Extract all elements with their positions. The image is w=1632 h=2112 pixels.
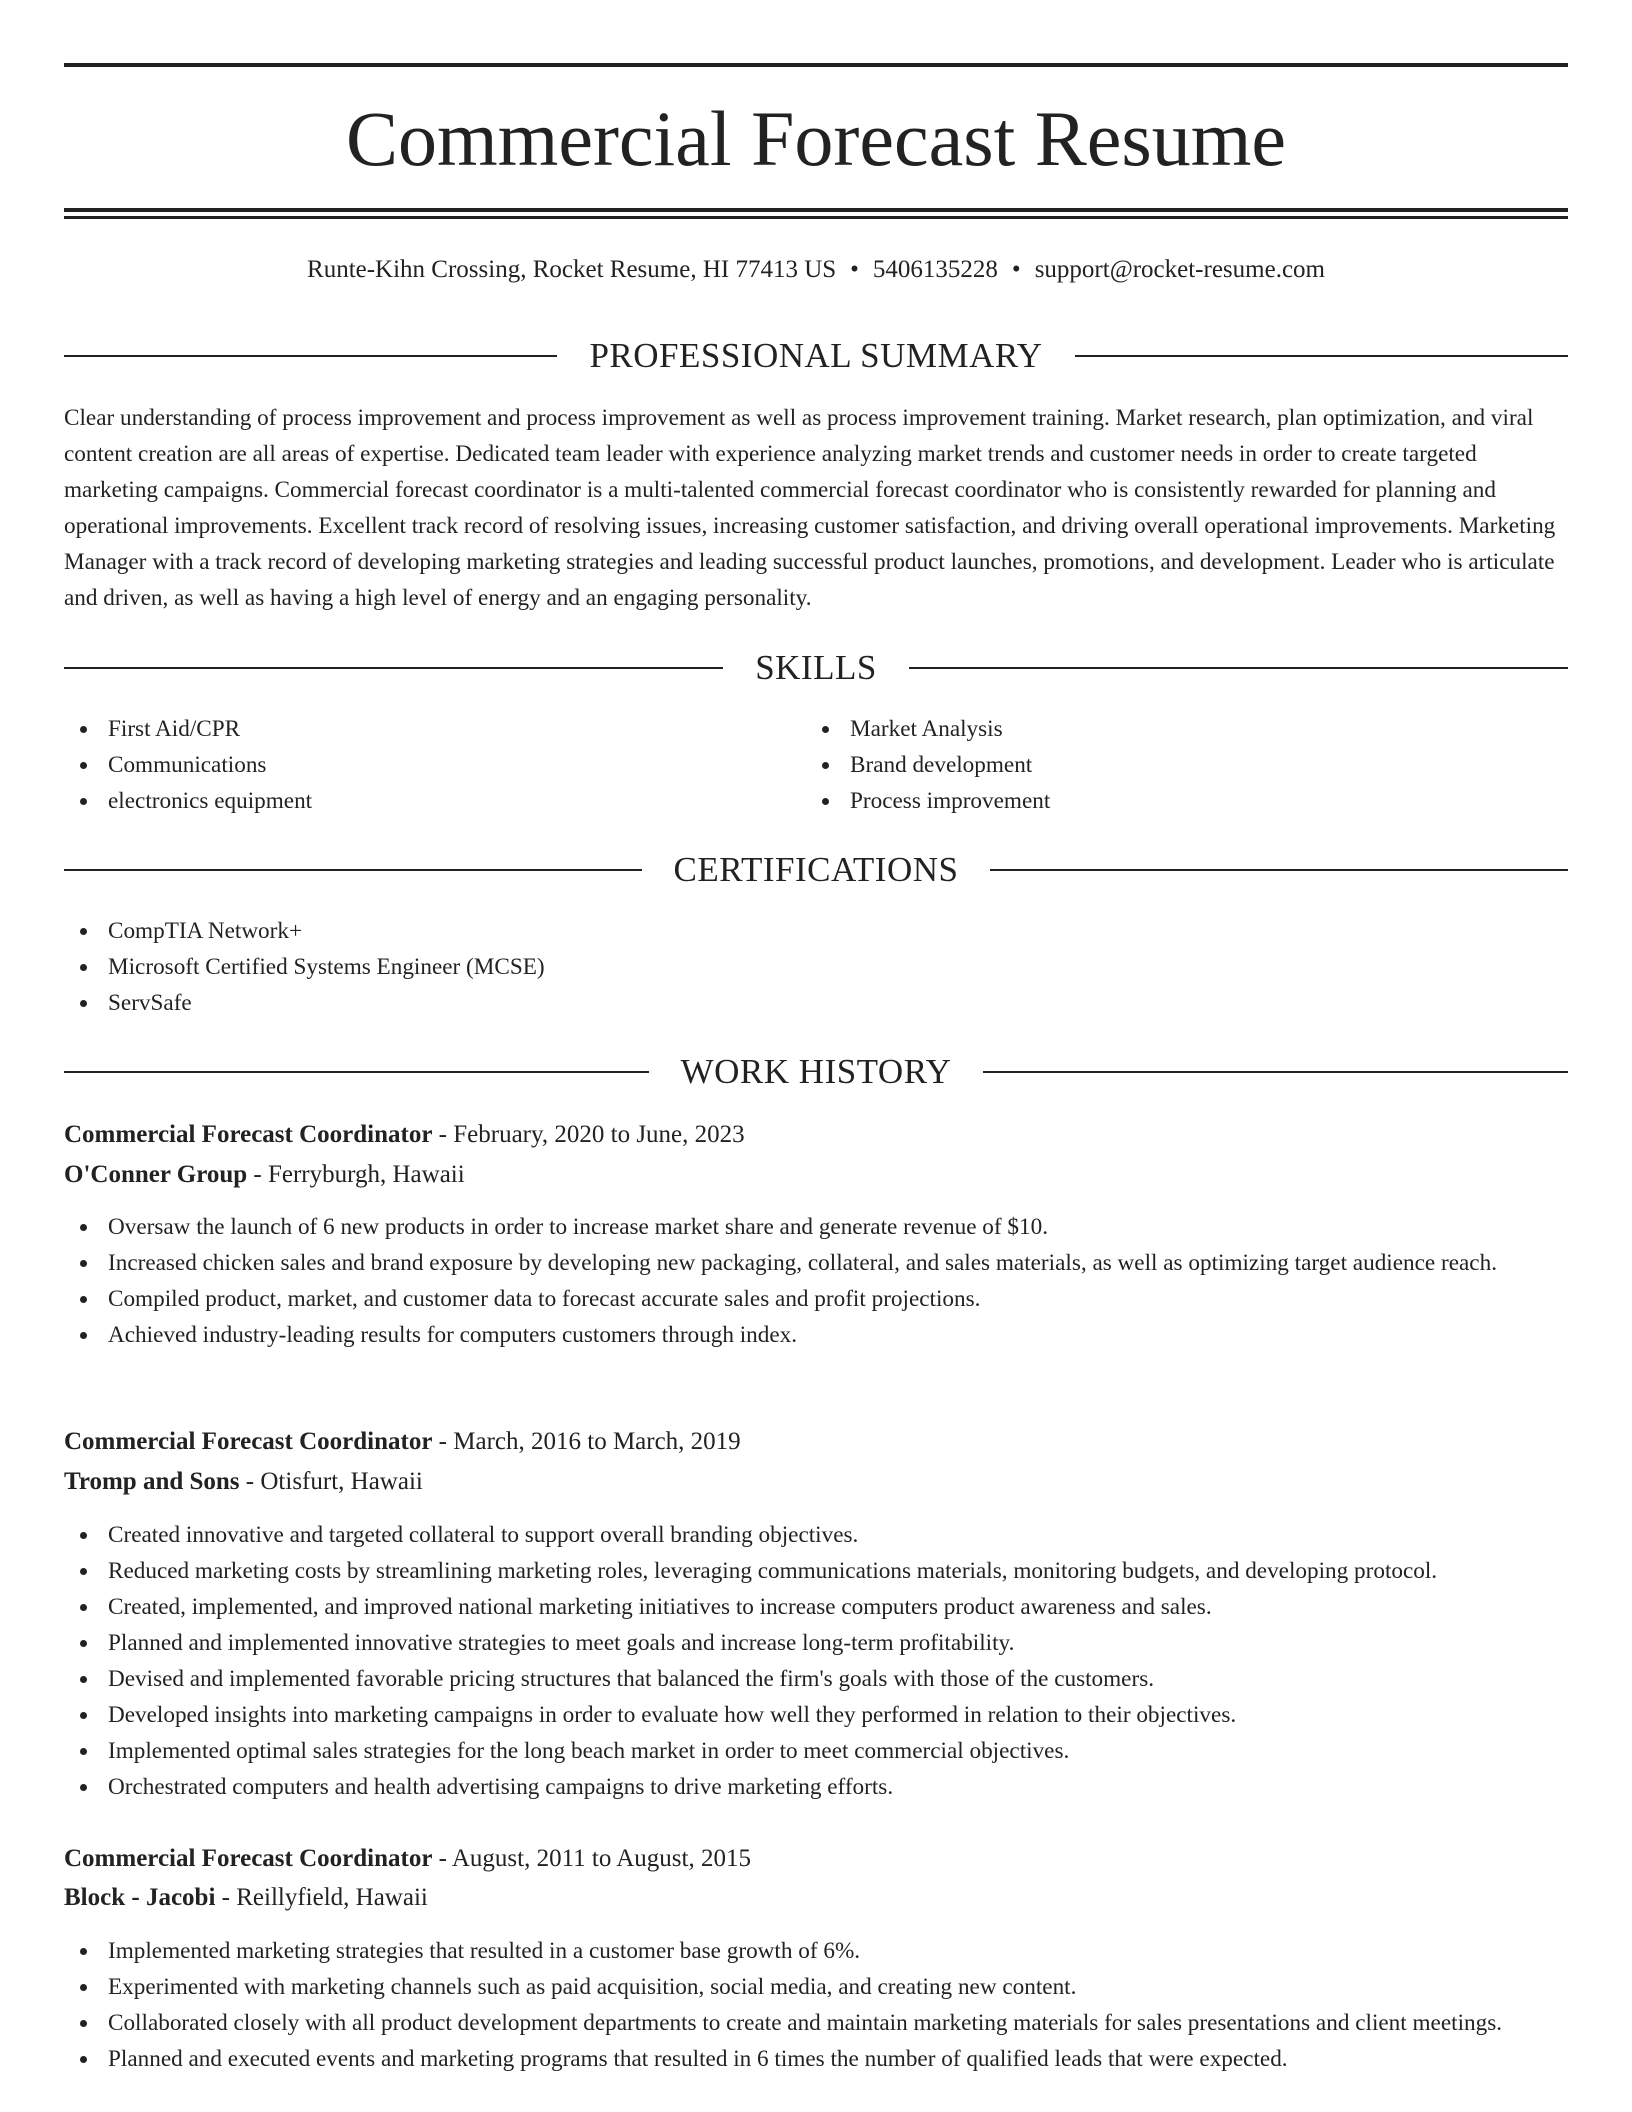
job-title: Commercial Forecast Coordinator	[64, 1428, 433, 1455]
heading-rule-left	[64, 1071, 649, 1073]
job-bullet: Increased chicken sales and brand exposure by developing new packaging, collateral, and sales materials, as well as optimizing target audience reach.	[64, 1245, 1568, 1281]
company-location: - Reillyfield, Hawaii	[215, 1884, 428, 1911]
job-title-line	[64, 1841, 751, 1877]
contact-separator: •	[850, 256, 859, 283]
certifications-heading-row	[64, 848, 1568, 892]
company-name: Tromp and Sons	[64, 1468, 240, 1495]
job-dates: - February, 2020 to June, 2023	[432, 1121, 745, 1148]
job-dates: - August, 2011 to August, 2015	[432, 1845, 751, 1872]
heading-rule-right	[909, 667, 1568, 669]
skill-item: Brand development	[806, 747, 1050, 783]
heading-rule-left	[64, 355, 557, 357]
job-company-line	[64, 1880, 428, 1916]
certifications-list	[64, 913, 545, 1021]
skills-list-left	[64, 711, 312, 819]
job-title: Commercial Forecast Coordinator	[64, 1121, 433, 1148]
company-location: - Ferryburgh, Hawaii	[247, 1161, 465, 1188]
job-dates: - March, 2016 to March, 2019	[432, 1428, 741, 1455]
certification-item: ServSafe	[64, 985, 545, 1021]
contact-address: Runte-Kihn Crossing, Rocket Resume, HI 77413 US	[307, 256, 837, 283]
skill-item: First Aid/CPR	[64, 711, 312, 747]
title-rule-upper	[64, 208, 1568, 212]
work-heading: WORK HISTORY	[680, 1052, 952, 1091]
heading-rule-right	[990, 869, 1568, 871]
resume-title: Commercial Forecast Resume	[345, 95, 1287, 182]
summary-heading: PROFESSIONAL SUMMARY	[589, 336, 1043, 375]
contact-email: support@rocket-resume.com	[1034, 256, 1325, 283]
job-bullet: Developed insights into marketing campaigns in order to evaluate how well they performed in relation to their objectives.	[64, 1697, 1568, 1733]
skills-list-right	[806, 711, 1050, 819]
certification-item: CompTIA Network+	[64, 913, 545, 949]
job-title-line	[64, 1117, 745, 1153]
heading-rule-right	[983, 1071, 1568, 1073]
job-bullet: Planned and implemented innovative strategies to meet goals and increase long-term profitability.	[64, 1625, 1568, 1661]
job-bullet: Devised and implemented favorable pricing structures that balanced the firm's goals with those of the customers.	[64, 1661, 1568, 1697]
job-bullet: Implemented optimal sales strategies for the long beach market in order to meet commercial objectives.	[64, 1733, 1568, 1769]
job-company-line	[64, 1157, 465, 1193]
job-bullets	[64, 1209, 1568, 1353]
skill-item: Communications	[64, 747, 312, 783]
company-location: - Otisfurt, Hawaii	[239, 1468, 423, 1495]
skill-item: Process improvement	[806, 783, 1050, 819]
skills-heading: SKILLS	[755, 648, 877, 687]
work-heading-row	[64, 1050, 1568, 1094]
job-title: Commercial Forecast Coordinator	[64, 1845, 433, 1872]
job-bullet: Created innovative and targeted collateral to support overall branding objectives.	[64, 1517, 1568, 1553]
heading-rule-left	[64, 869, 642, 871]
job-bullet: Collaborated closely with all product development departments to create and maintain marketing materials for sales presentations and client meetings.	[64, 2005, 1568, 2041]
job-bullets	[64, 1517, 1568, 1805]
top-rule	[64, 63, 1568, 67]
company-name: Block - Jacobi	[64, 1884, 216, 1911]
job-bullet: Created, implemented, and improved national marketing initiatives to increase computers product awareness and sales.	[64, 1589, 1568, 1625]
job-bullets	[64, 1933, 1568, 2077]
contact-line	[64, 252, 1568, 288]
skills-heading-row	[64, 646, 1568, 690]
job-bullet: Achieved industry-leading results for computers customers through index.	[64, 1317, 1568, 1353]
summary-text: Clear understanding of process improvement and process improvement as well as process improvement training. Market research, plan optimization, and viral content creation are all areas of expertise. Dedicated team leader with experience analyzing market trends and customer needs in order to create targeted marketing campaigns. Commercial forecast coordinator is a multi-talented commercial forecast coordinator who is consistently rewarded for planning and operational improvements. Excellent track record of resolving issues, increasing customer satisfaction, and driving overall operational improvements. Marketing Manager with a track record of developing marketing strategies and leading successful product launches, promotions, and development. Leader who is articulate and driven, as well as having a high level of energy and an engaging personality.	[64, 405, 1556, 611]
contact-separator: •	[1011, 256, 1021, 283]
heading-rule-right	[1075, 355, 1568, 357]
skill-item: electronics equipment	[64, 783, 312, 819]
job-company-line	[64, 1464, 423, 1500]
job-bullet: Reduced marketing costs by streamlining marketing roles, leveraging communications materials, monitoring budgets, and developing protocol.	[64, 1553, 1568, 1589]
job-title-line	[64, 1424, 741, 1460]
job-bullet: Compiled product, market, and customer data to forecast accurate sales and profit projections.	[64, 1281, 1568, 1317]
company-name: O'Conner Group	[64, 1161, 248, 1188]
summary-heading-row	[64, 334, 1568, 378]
certifications-heading: CERTIFICATIONS	[673, 850, 959, 889]
skill-item: Market Analysis	[806, 711, 1050, 747]
title-rule-lower	[64, 216, 1568, 219]
job-bullet: Oversaw the launch of 6 new products in order to increase market share and generate revenue of $10.	[64, 1209, 1568, 1245]
job-bullet: Implemented marketing strategies that resulted in a customer base growth of 6%.	[64, 1933, 1568, 1969]
job-bullet: Orchestrated computers and health advertising campaigns to drive marketing efforts.	[64, 1769, 1568, 1805]
heading-rule-left	[64, 667, 723, 669]
job-bullet: Experimented with marketing channels such as paid acquisition, social media, and creating new content.	[64, 1969, 1568, 2005]
certification-item: Microsoft Certified Systems Engineer (MCSE)	[64, 949, 545, 985]
contact-phone: 5406135228	[872, 256, 998, 283]
job-bullet: Planned and executed events and marketing programs that resulted in 6 times the number of qualified leads that were expected.	[64, 2041, 1568, 2077]
